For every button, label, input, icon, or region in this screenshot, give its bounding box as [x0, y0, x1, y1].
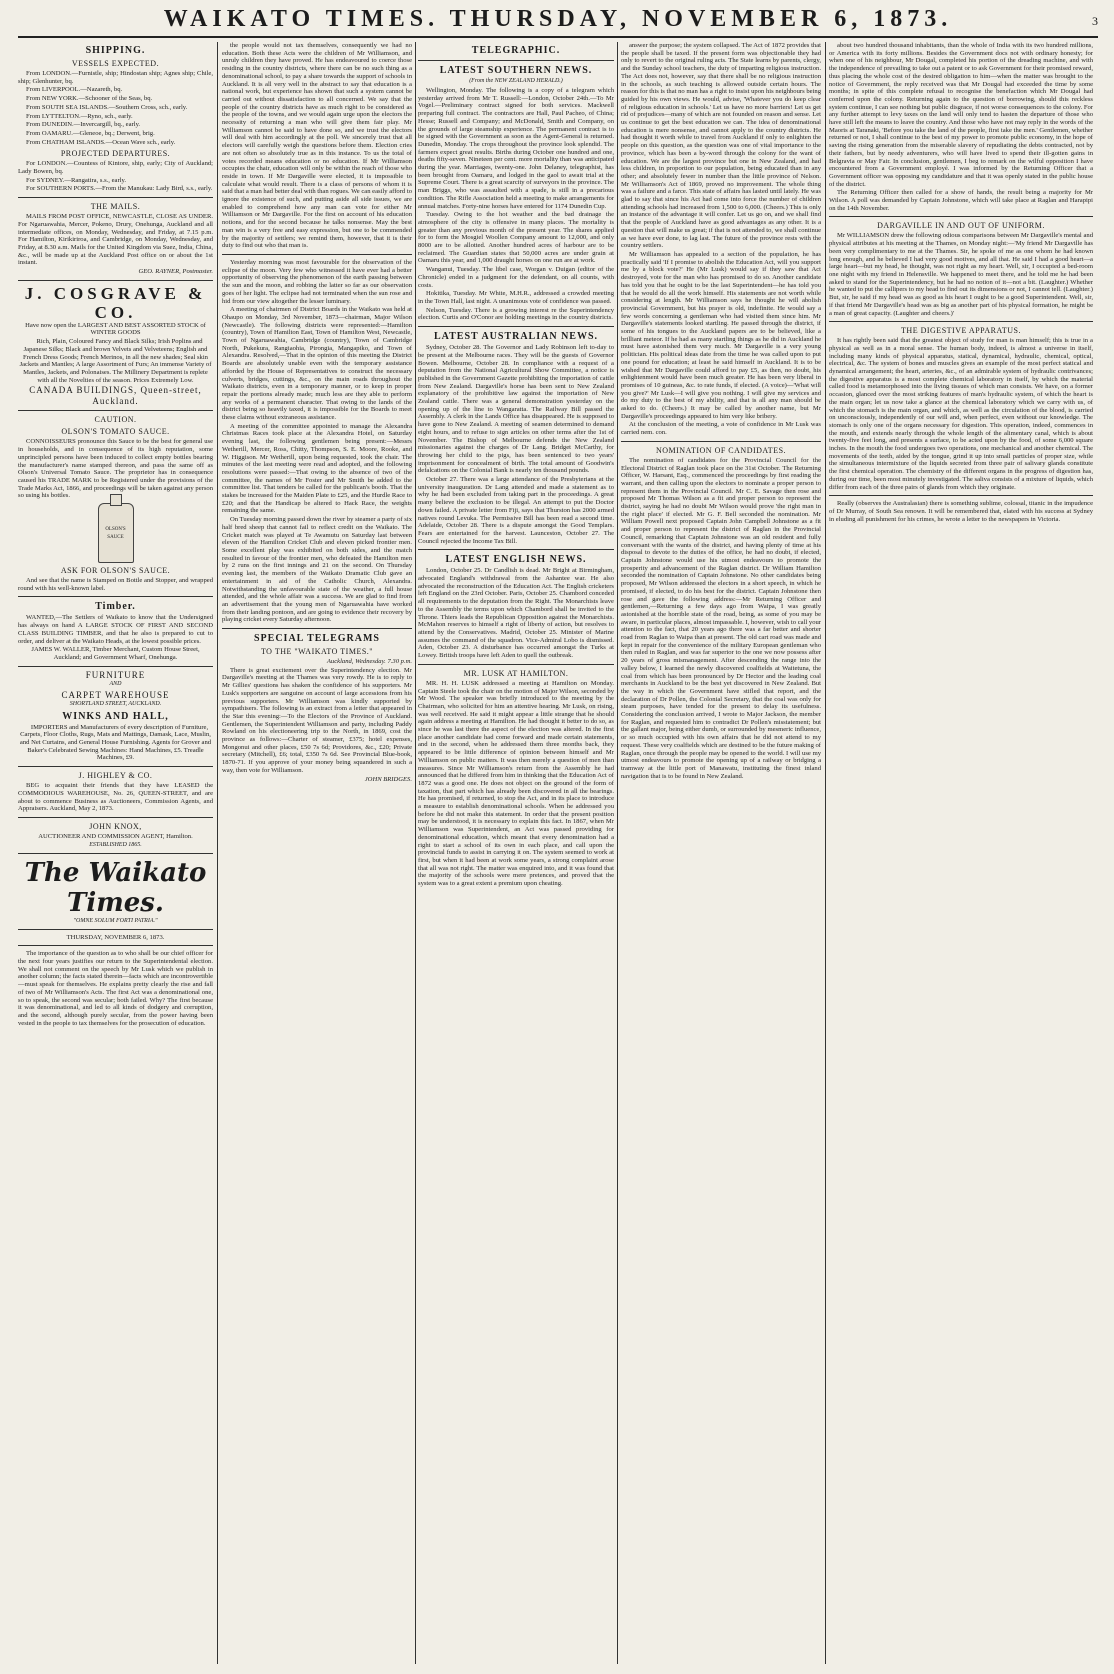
- vessel-line: From LYTTELTON.—Ryno, sch., early.: [26, 112, 133, 120]
- poll-result: The Returning Officer then called for a show of hands, the result being a majority for Mr Wilson. A poll was demanded by Captain Johnstone, which will take place at Raglan and Harapipi on the 14th November.: [829, 189, 1093, 212]
- english-news-text: London, October 25. Dr Candlish is dead. Mr Bright at Birmingham, advocated England's withdrawal from the Ashantee war. He also advocated the reconstruction of the Education Act. The English cricketers left England on the 23rd October. Paris, October 25. Chambord conceded all requirements to the deputation from the Right. The Monarchists leave to the Assembly the terms upon which Chambord shall be invited to the Throne. Thiers leads the Republican Opposition against the Monarchists. McMahon reserves to himself a right of liberty of action, but resolves to attend by the Conservatives. Madrid, October 25. Minister of Marine assumes the command of the squadron. Vice-Admiral Lobo is dismissed. Aden, October 23. A disturbance has occurred amongst the Turks at Lowey. British troops have left Aden to quell the outbreak.: [418, 567, 614, 660]
- column-2: [222, 42, 412, 1664]
- lusk-text: MR. H. H. LUSK addressed a meeting at Hamilton on Monday. Captain Steele took the chair on the motion of Major Wilson, seconded by Mr Wood. The speaker was briefly introduced to the meeting by the Chairman, who solicited for him an attentive hearing. Mr Lusk, on rising, was well received. He said it might appear a little strange that he should again address a meeting at Hamilton. He had thought it better to do so, as since he was last there the aspect of the election was altered. In the first place another candidate had come forward and made certain statements, and in the second, when he addressed them three months back, they appeared to be little difference of opinion between himself and Mr Williamson on public matters. It was then merely a question of men than measures. Since Mr Williamson's return from the Assembly he had announced that he differed from him in thinking that the Education Act of 1872 was a good one. He does not object on the ground of the form of taxation, that part which has already been discovered in all the bearings. He has promised, if returned, to stop the Act, and in its place to introduce a measure to establish denominational schools. When he addressed you before he did not make this statement. In order that the present position may be understood, it is necessary to explain this fact. In 1867, when Mr Williamson was Superintendent, an Act was passed providing for denominational education, which meant that every denomination had a right to start a school of its own in each place, and call upon the provincial funds to assist in carrying it on. The system seemed to work at first, but when it had been at work some years, a strong complaint arose that all was not right. The matter was enquired into, and it was found that the majority of the schools were mere pretences, and proved that the system was to a great extent a premium upon cheating.: [418, 679, 614, 888]
- dargaville-text: Mr WILLIAMSON drew the following odious comparisons between Mr Dargaville's mental and physical attributes at his meeting at the Thames, on Monday night:—'My friend Mr Dargaville has been very complimentary to me at the Thames. Sir, he spoke of me as one whom he had known long enough, and he believed I had very good motives, and all that. He said I had a good heart—a large heart—but my head, he thought, was not right as my heart. Well, sir, I occupied a bed-room one night with my friend in Helensville. We happened to meet there, and he told me he had been asked to stand for the Superintendency, but he had no notion of it—not a bit. (Laughter.) Whether he wanted to put the callipers to my head to find out its dimensions or not, I cannot tell. (Laughter.) But, sir, he said if my head was as good as his heart I ought to be a good Superintendent. Well, sir, if that friend Mr Dargaville's head was as big as another part of his physical formation, he might be a man of great capacity. (Laughter and cheers.)': [829, 232, 1093, 317]
- column-1: [18, 42, 213, 1664]
- masthead: [18, 6, 1098, 38]
- highley-heading: J. HIGHLEY & CO.: [78, 771, 153, 781]
- divider: [18, 596, 213, 597]
- hokitika-news: Hokitika, Tuesday. Mr White, M.H.R., addressed a crowded meeting in the Town Hall, last night. A unanimous vote of confidence was passed.: [418, 290, 614, 305]
- knox-heading: JOHN KNOX,: [89, 821, 142, 831]
- vessel-line: From CHATHAM ISLANDS.—Ocean Wave sch., early.: [26, 138, 176, 146]
- winks-text: IMPORTERS and Manufacturers of every description of Furniture, Carpets, Floor Cloths, Rugs, Mats and Mattings, Damask, Lace, Muslin, and Net Curtains, and General House Furnishing. Agents for Grover and Baker's Celebrated Sewing Machines: Hand Machines, £5. Treadle Machines, £9.: [19, 723, 212, 762]
- nelson-news: Nelson, Tuesday. There is a growing interest re the Superintendency election. Curtis and O'Conor are holding meetings in the country districts.: [418, 306, 614, 322]
- australian-news-continued: October 27. There was a large attendance of the Presbyterians at the university inauguration. Dr Lang attended and made a statement as to why he had been excluded from taking part in the proceedings. A great many believe the exclusion to be illegal. An attempt to put the Doctor down failed. A private letter from Fiji, says that Thurston has 2000 armed natives round Levuka. The Permissive Bill has been read a second time. Adelaide, October 28. There is a dispute amongst the Good Templars. Fears are entertained for the harvest. Launceston, October 27. The Council rejected the Income Tax Bill.: [418, 476, 614, 545]
- knox-text: AUCTIONEER AND COMMISSION AGENT, Hamilton.: [38, 832, 193, 840]
- departure-line: For SYDNEY.—Rangatira, s.s., early.: [26, 176, 126, 184]
- highley-text: BEG to acquaint their friends that they have LEASED the COMMODIOUS WAREHOUSE, No. 26, QUEEN-STREET, and are about to commence Business as Auctioneers, Commission Agents, and Appraisers. Auckland, May 2, 1873.: [18, 782, 213, 813]
- paper-date: THURSDAY, NOVEMBER 6, 1873.: [66, 933, 165, 941]
- eclipse-paragraph: Yesterday morning was most favourable for the observation of the eclipse of the moon. Very few who witnessed it have ever had a better opportunity of observing the phenomenon of the earth passing between the sun and the moon, and robbing the latter so far as our observation goes of her light. The eclipse had not terminated when the sun rose and hid from our view altogether the lesser luminary.: [222, 258, 412, 305]
- carpet-heading: CARPET WAREHOUSE: [61, 689, 170, 700]
- furniture-advert: [18, 666, 213, 768]
- divider: [418, 326, 614, 327]
- dargaville-heading: DARGAVILLE IN AND OUT OF UNIFORM.: [877, 221, 1045, 231]
- southern-tuesday: Tuesday. Owing to the hot weather and the bad drainage the atmosphere of the city is offensive in many places. The mortality is greater than any previous month of the present year. The shares applied for to form the Mosgiel Woollen Company amount to 12,000, and only 8000 are to be allotted. Another hundred acres of harbour are to be reclaimed. The Guardian states that 50,000 acres are under grain at Oamaru this year, and 1,000 draught horses on one run are at work.: [418, 211, 614, 265]
- column-rule: [617, 42, 618, 1664]
- divider: [829, 495, 1093, 496]
- special-telegrams-text: There is great excitement over the Superintendency election. Mr Dargaville's meeting at the Thames was very rowdy. He is to reply to Mr Gillies' questions has shaken the confidence of his supporters. Mr Lusk's supporters are sanguine on account of large accessions from his previous supporters. Mr Williamson was kindly supported by sympathisers. The following is an extract from a letter that appeared in the Star this evening:—To the Electors of the Province of Auckland. Gentlemen, the Superintendent Williamson and party, including Paddy Rowland on his electioneering trip to the North, in 1869, cost the province as follows:—Charter of steamer, £375; hotel expenses, Mongonui and other places, £50 7s 6d; Providores, &c., £20; Private secretary (Mitchell), £6; total, £350 7s 6d. See Provincial Blue-book, 1870-71. If you approve of your money being squandered in such a way, then vote for Williamson.: [222, 666, 412, 774]
- column-3: [418, 42, 614, 1664]
- timber-heading: Timber.: [95, 601, 136, 613]
- departure-line: For SOUTHERN PORTS.—From the Manukau: Lady Bird, s.s., early.: [26, 185, 213, 193]
- divider: [18, 929, 213, 930]
- caution-heading: CAUTION.: [94, 415, 137, 425]
- special-telegrams-subheading: TO THE "WAIKATO TIMES.": [260, 647, 374, 657]
- district-boards-paragraph: A meeting of chairmen of District Boards in the Waikato was held at Ohaupo on Monday, 3rd November, 1873—chairman, Major Wilson (Newcastle). The following districts were represented:—Hamilton (country), Town of Hamilton East, Town of Hamilton West, Newcastle, Town of Ngaruawahia, Cambridge (country), Town of Cambridge North, Pukekura, Rangiaohia, Pirongia, Mangapiko, and Town of Alexandra. Resolved,—That in the opinion of this meeting the District Boards are absolutely unable even with the temporary assistance afforded by the House of Representatives to construct the necessary culverts, bridges, cuttings, &c., on the main roads throughout the Waikato districts, even in a temporary manner, or to keep in proper repair the portions already made; much less are they able to perform any works of a permanent character. That owing to the lands of the district being so heavily taxed, it is impossible for the Boards to meet these claims without extraneous assistance.: [222, 306, 412, 422]
- masthead-title: WAIKATO TIMES. THURSDAY, NOVEMBER 6, 1873.: [163, 6, 953, 32]
- lusk-heading: MR. LUSK AT HAMILTON.: [463, 668, 569, 678]
- divider: [18, 853, 213, 854]
- canada-buildings: CANADA BUILDINGS, Queen-street, Auckland.: [29, 385, 202, 407]
- southern-news-heading: LATEST SOUTHERN NEWS.: [439, 65, 593, 76]
- sauce-bottle-icon: [98, 503, 134, 563]
- special-place: Auckland, Wednesday. 7.30 p.m.: [326, 658, 412, 666]
- vessel-line: From SOUTH SEA ISLANDS.—Southern Cross, sch., early.: [26, 103, 188, 111]
- english-news-heading: LATEST ENGLISH NEWS.: [445, 554, 587, 566]
- australian-news-text: Sydney, October 28. The Governor and Lady Robinson left to-day to be present at the Melbourne races. They will be the guests of Governor Bowen. Melbourne, October 28. In compliance with a request of a deputation from the National Agricultural Show Committee, a notice is published in the Government Gazette prohibiting the importation of cattle from New Zealand. Dargaville's horse has been sent to New Zealand explanatory of the prohibitive law against the importation of New Zealand cattle. There was a general demonstration yesterday on the opening up of the line to Wangaratta. The Railway Bill passed the Assembly. A clerk in the Lands Office has disappeared. He is supposed to have gone to New Zealand. A meeting of seamen determined to demand eight hours, and to refuse to sign articles on other terms after the 1st of November. The Bishop of Melbourne defends the New Zealand missionaries against the charges of Dr Lang. Bridget McCarthy, for throwing her child to the pigs, has been sentenced to two years' imprisonment for concealment of birth. The total amount of Goodwin's defalcations on the Colonial Bank is nearly ten thousand pounds.: [418, 344, 614, 475]
- leader-text: The importance of the question as to who shall be our chief officer for the next four years justifies our return to the Superintendental election. We shall not comment on the speech by Mr Lusk which we publish in another column; the facts stated therein—facts which are incontrovertible—must speak for themselves. He explains pretty clearly the rise and fall of two of Mr Williamson's Acts. The first Act was a denominational one, so to speak, the second was secular; both failed. Why? The first because it was denominational, and led to all kinds of dodgery and corruption, and the second, although purely secular, from the power having been vested in the people to tax themselves for the prosecution of education.: [18, 950, 213, 1027]
- divider: [829, 216, 1093, 217]
- races-paragraph: A meeting of the committee appointed to manage the Alexandra Christmas Races took place at the Alexandra Hotel, on Saturday evening last, the following gentlemen being present:—Messrs Wetherill, Mercer, Ross, Chitty, Thompson, S. E. Moore, Rooke, and W. Higgison. Mr Wetherill, upon being requested, took the chair. The minutes of the last meeting were read and adopted, and the following resolutions were passed:—That owing to the absence of two of the committee, the names of Mr Foster and Mr Smith be added to the committee list. That tenders be called for the publican's booth. That the stakes be increased for the Maiden Plate to £25, and the Hurdle Race to £20; and that the Handicap be altered to Hack Race, the weights remaining the same.: [222, 422, 412, 515]
- mails-heading: THE MAILS.: [90, 202, 141, 212]
- cosgrave-name: J. COSGRAVE & CO.: [24, 283, 207, 322]
- page-number: 3: [1092, 14, 1098, 28]
- divider: [222, 254, 412, 255]
- cosgrave-advert: [18, 280, 213, 412]
- southern-news-source: (From the NEW ZEALAND HERALD.): [469, 78, 563, 84]
- knox-established: ESTABLISHED 1865.: [89, 841, 142, 848]
- murray-paragraph: Really (observes the Australasian) there is something sublime, colossal, titanic in the impudence of Dr Murray, of South Sea renown. It will be remembered that, elated with his success at Sydney in eluding all punishment for his crimes, he wrote a letter to the newspapers in Victoria.: [829, 500, 1093, 523]
- departures-heading: PROJECTED DEPARTURES.: [60, 149, 171, 159]
- departure-line: For LONDON.—Countess of Kintore, ship, early; City of Auckland; Lady Bowen, bq.: [18, 160, 213, 176]
- telegraphic-heading: TELEGRAPHIC.: [471, 45, 561, 56]
- bottle-label: OLSON'S SAUCE: [105, 527, 126, 540]
- australian-news-heading: LATEST AUSTRALIAN NEWS.: [433, 331, 599, 343]
- shipping-heading: SHIPPING.: [85, 45, 146, 56]
- local-news-paragraph: On Tuesday morning passed down the river by steamer a party of six half bred sheep that cannot fail to reflect credit on the Waikato. The Cricket match was played at Te Awamutu on Saturday last between eleven of the Hamilton Cricket Club and eleven picked frontier men. Some excellent play was exhibited on both sides, and the match resulted in favour of the frontier men, who defeated the Hamilton men by 2 runs on the first innings and 21 on the second. On Thursday evening last, the members of the Waikato Dramatic Club gave an entertainment in aid of the Catholic Church, Alexandra. Notwithstanding the unfavourable state of the weather, a full house attended, and the whole affair was a success. We are glad to find from an advertisement that the young men of Ngaruawahia have worked from their landing pontoon, and are going to evidence their recovery by playing cricket every Saturday afternoon.: [222, 516, 412, 624]
- winks-heading: WINKS AND HALL,: [62, 710, 169, 722]
- special-signature: JOHN BRIDGES.: [364, 775, 412, 783]
- shortland-street: SHORTLAND STREET, AUCKLAND.: [69, 700, 162, 707]
- special-telegrams-heading: SPECIAL TELEGRAMS: [253, 633, 380, 645]
- column-rule: [217, 42, 218, 1664]
- mails-text: MAILS FROM POST OFFICE, NEWCASTLE, CLOSE AS UNDER. For Ngaruawahia, Mercer, Pokeno, Drury, Onehunga, Auckland and all intermediate offices, on Monday, Wednesday, and Friday, at 7.15 p.m. For Hamilton, Kirikiriroa, and Cambridge, on Monday, Wednesday, and Friday, at 8.30 a.m. Mails for the United Kingdom via Suez, India, China, &c., will be made up at the Auckland Post office on or about the 1st instant.: [18, 213, 213, 267]
- lusk-speech-continued: answer the purpose; the system collapsed. The Act of 1872 provides that the people shall be taxed. If the present form was objectionable they had only to revert to the original ruling acts. The State learns by parents, clergy, and the Sunday school teachers, the duty of imparting religious instruction. The Act does not, however, say that there shall be no religious instruction in the schools, as such teaching is allowed outside certain hours. The reason for this is that no man has a right to insist upon his neighbours being guided by his own views. He would, advise, 'Whatever you do keep clear of religious education in schools.' Let us have no more barriers! Let us get rid of prejudices—many of which are not founded on reason and sense. Let us continue to get the best education we can. The idea of denominational education is mere nonsense, and cannot apply to the country districts. He had thought it worth while to travel from Auckland if only to enlighten the people on this question, as the question was one of vital importance to the province, which has been a by-word through the colony for the want of education. We are the largest province but one in New Zealand, and had less children, in proportion to our population, being educated than in any other; and absolutely fewer in number than the little province of Nelson. Mr Williamson's Act of 1869, proved no improvement. The whole thing was a failure and a farce. This state of affairs has lasted until lately. He was glad to say that since his Act had come into force the number of children attending schools had increased from 1,500 to 6,000. (Cheers.) This is only an instance of the advantage it will confer. Let us go on, and we shall find that the people of Auckland have as good advantages as any other. It is a question that will make us great; if that is not attended to, we shall continue as we have ever done, to lag last. The future of the province rests with the country settlers.: [621, 42, 821, 250]
- paper-title: The Waikato Times.: [24, 857, 207, 918]
- divider: [18, 945, 213, 946]
- column-5: [829, 42, 1093, 1664]
- southern-news-text: Wellington, Monday. The following is a copy of a telegram which yesterday arrived from Mr T. Russell:—London, October 24th.—To Mr Vogel.—Preliminary contract signed for both services. Mackwell preparing full contract. The contractors are Hall, Paul Pacheo, of China; Hesse; Russell and Company; and McDonald, Smith and Company, on the grounds of large steamship experience. The permanent contract is to be signed with the Government as soon as the Agent-General is returned. Dunedin, Monday. The crops throughout the province look splendid. The farmers expect great results. Births during October one hundred and one, deaths fifty-seven. Nineteen per cent. more mortality than was anticipated during the year. Marriages, twenty-one. John Delaney, telegraphist, has been brought from Oamaru, and lodged in the gaol to await trial at the Supreme Court. There is a great scarcity of surveyors in the province. The man Briggs, who was assaulted with a spade, is still in a precarious condition. The Rifle Association held a meeting to make arrangements for annual matches. Forty-nine horses have entered for 1174 Dunedin Cup.: [418, 87, 614, 210]
- vessel-line: From LIVERPOOL.—Nazareth, bq.: [26, 86, 123, 94]
- furniture-and: AND: [109, 680, 122, 687]
- digestive-heading: THE DIGESTIVE APPARATUS.: [901, 326, 1021, 336]
- cosgrave-text: Rich, Plain, Coloured Fancy and Black Silks; Irish Poplins and Japanese Silks; Black and brown Velvets and Velveteens; English and French Dress Goods; French Merinos, in all the new shades; Seal skin Jackets and Mantles; A large Assortment of Furs; An immense Variety of Mantles, Jackets, and Polonaises. The Millinery Department is replete with all the Novelties of the season. Prices Extremely Low.: [19, 338, 212, 384]
- divider: [222, 628, 412, 629]
- olson-heading: OLSON'S TOMATO SAUCE.: [61, 427, 170, 437]
- divider: [418, 664, 614, 665]
- vessel-line: From NEW YORK.—Schooner of the Seas, bq.: [26, 95, 153, 103]
- divider: [829, 321, 1093, 322]
- timber-signature: JAMES W. WALLER, Timber Merchant, Custom House Street, Auckland; and Government Wharf, Onehunga.: [31, 646, 200, 661]
- olson-note: And see that the name is Stamped on Bottle and Stopper, and wrapped round with his well-known label.: [18, 577, 213, 592]
- divider: [621, 441, 821, 442]
- mails-signature: GEO. RAYNER, Postmaster.: [138, 268, 213, 276]
- divider: [18, 197, 213, 198]
- digestive-text: It has rightly been said that the greatest object of study for man is man himself; this is true in a physical as well as in a moral sense. The human body, indeed, is almost a universe in itself, including many kinds of physical apparatus, statical, dynamical, hydraulic, chemical, optical, electrical, &c. The system of bones and muscles gives an example of the most perfect statical and dynamical arrangement; the heart, arteries, &c., of an admirable system of hydraulic contrivances; the digestive apparatus is a most complete chemical laboratory in itself, by which the material called food is metamorphosed into the living tissues of which man consists. We have, on a former occasion, glanced over the most striking features of man's hydraulic system, of which the heart is the main organ; let us now take a glance at the chemical laboratory which we carry with us, of which the stomach is the main organ, and which, as well as the circulation of the blood, is carried on unconsciously, independently of our will and, when perfect, even without our knowledge. The stomach is only one of the organs necessary for digestion. This operation, indeed, commences in the mouth, and extends nearly through the whole length of the alimentary canal, which is about twenty-five feet long, and presents a surface, to be acted upon by the food, of some 6,000 square inches. In the mouth the food undergoes two operations, one mechanical and another chemical. The movements of the teeth, aided by the tongue, grind it up into small particles of proper size, while the simultaneous intermixture of the liquids secreted from three pair of salivary glands constitute the first chemical operation. The chemistry of the different organs in the progress of digestion has, during our time, been most minutely investigated. The saliva consists of a mixture of liquids, which differ from each of the three pairs of glands from which they originate.: [829, 337, 1093, 491]
- paper-motto: "OMNE SOLUM FORTI PATRIA.": [73, 917, 158, 924]
- vessel-line: From OAMARU.—Gleneoe, bq.; Derwent, brig.: [26, 129, 155, 137]
- olson-text: CONNOISSEURS pronounce this Sauce to be the best for general use in households, and in consequence of its high reputation, some unprincipled persons have been induced to collect empty bottles bearing the manufacturer's name stamped thereon, and pass the same off as Olson's Universal Tomato Sauce. The proprietor has in consequence caused his TRADE MARK to be Registered under the provisions of the Trade Marks Act, 1866, and proceedings will be taken against any person so using his bottles.: [18, 438, 213, 500]
- vessel-line: From LONDON.—Furnistle, ship; Hindostan ship; Agnes ship; Chile, ship; Glenhunter, bq.: [18, 70, 213, 85]
- nomination-heading: NOMINATION OF CANDIDATES.: [655, 445, 787, 455]
- nomination-text: The nomination of candidates for the Provincial Council for the Electoral District of Raglan took place on the 31st October. The Returning Officer, W. Harsant, Esq., commenced the proceedings by first reading the warrant, and then calling upon the electors to nominate a proper person to represent them in the Provincial Council. Mr C. E. Savage then rose and proposed Mr Thomas Wilson as a fit and proper person to represent the district, saying he had no doubt Mr Wilson would prove 'the right man in the right place' if elected. Mr G. F. Bell seconded the nomination. Mr William Powell next proposed Captain John Campbell Johnstone as a fit and proper person to represent the district of Raglan in the Provincial Council, remarking that Captain Johnstone was an old resident and fully conversant with the wants of the district, and having plenty of time at his disposal to devote to the duties of the office, he had no doubt, if elected, Captain Johnstone would use his utmost endeavours to promote the prosperity and advancement of the Raglan district. Dr William Hamilton seconded the nomination of Captain Johnstone. No other candidates being proposed, Mr Wilson addressed the electors in a short speech, in which he promised, if elected, to do his best for the district. Captain Johnstone then rose and gave the following address:—Mr Returning Officer and gentlemen,—Returning a few days ago from Waipa, I was greatly astonished at the horrible state of the road, being, as some of you may be aware, in particular places, almost impassable. I, however, wish to call your attention to the fact, that 20 years ago there was a far better and shorter road from Raglan to Waipa than at present. The old cart road was made and kept in repair for the convenience of the military European gentleman who then ruled in Raglan, and was far superior to the one we now possess after 20 years of gross mismanagement. After descending the range into the valley below, I learned the newly discovered coalfields at Waitetuna, the coal from which has been pronounced by Dr Hector and the leading coal merchants in Auckland to be the best yet discovered in New Zealand. But the way in which the Government have stifled that report, and the declaration of Dr Pollen, the Colonial Secretary, that the coal was only for steam purposes, have tended for the present to delay its usefulness. Considering the conclusion arrived, I wrote to Major Jackson, the member for Raglan, and requested him to contradict Dr Pollen's misstatement; but the gallant major, being either dumb, or surrounded by mesmeric influence, or so much occupied with his own affairs that he did not attend to my request. These very coalfields which are destined to be the future making of Raglan, once through the people may be opened to the world. I will use my utmost endeavours to promote the opening up of a railway or bridging a tramway at the little port of Manawatu, instituting the finest inland navigation that is to be found in New Zealand.: [621, 456, 821, 780]
- vessel-line: From DUNEDIN.—Invercargill, bq., early.: [26, 121, 141, 129]
- wanganui-news: Wanganui, Tuesday. The libel case, Worgan v. Duigan (editor of the Chronicle) ended in a judgment for the defendant, on all counts, with costs.: [418, 266, 614, 289]
- divider: [18, 817, 213, 818]
- column-4: [621, 42, 821, 1664]
- divider: [418, 549, 614, 550]
- olson-ask: ASK FOR OLSON'S SAUCE.: [60, 566, 171, 576]
- column-rule: [415, 42, 416, 1664]
- divider: [418, 60, 614, 61]
- vessels-heading: VESSELS EXPECTED.: [71, 59, 160, 68]
- timber-text: WANTED,—The Settlers of Waikato to know that the Undersigned has always on hand A LARGE STOCK OF FIRST AND SECOND CLASS BUILDING TIMBER, and that he also is prepared to cut to order, and deliver at the Waikato Heads, at the lowest possible prices.: [18, 614, 213, 645]
- leader-continued: the people would not tax themselves, consequently we had no education. Both these Acts were the children of Mr Williamson, and unruly children they have proved. He has endeavoured to coerce those residing in the country districts, where there can be no such thing as a denominational school, to pay a share towards the support of schools in Auckland. It is all very well in the abstract to say that education is a national work, but experience has shown that such a system cannot be carried out without dissatisfaction to all concerned. We say that the people of the country districts have as much right to be considered as the people of the towns, and we would again urge upon the electors the necessity of returning a man who will give them fair play. Mr Williamson cannot be said to have done so, and we trust the electors will deal with him accordingly at the poll. We sincerely trust that all electors will carefully weigh the questions before them. Election cries are not often so absolutely true as in this instance. To us the total of votes recorded means education or no education. If Mr Williamson occupies the chair, education will only be within the reach of those who reside in town. If Mr Dargaville were elected, it is impossible to calculate what would result. There is a class of persons of whom it is said that a man had better deal with than rogues. We can easily afford to ignore the existence of such, and putting aside all side issues, we are enabled to comprehend how any man can vote for either Mr Williamson or Mr Dargaville. For the first on account of his education notions, and for the second because he talks nonsense. May the best man win is a very free and easy expression, but one to be commended by the majority of settlers; we remind them, however, that it is their duty to find out who that man is.: [222, 42, 412, 250]
- johnstone-speech-continued: about two hundred thousand inhabitants, than the whole of India with its two hundred millions, or America with its forty millions. Besides the Government docs not with ordinary honesty; for when one of his neighbour, Mr Dougal, completed his portion of the dreading machine, and with the independence of prevailing to take out a patent or to ask Government for their promised reward, thus placing the whole cost of the desired obligation to him—when the matter was brought to the notice of Government, the reply received was that Mr Dougal had exceeded the time by some months; in spite of this complete refusal to recognise the benefaction which Mr Dougal had conferred upon the colony. Returning again to the question of borrowing, should this reckless system continue, I can see nothing but public disgrace, if not worse consequences to the colony. For any further attempt to levy taxes on the land will only tend to hasten the departure of those who have still left the means to leave the country. And those who have not may reply in the words of the Maoris at Taranaki, 'Before you take the land of the people, first take the men.' Gentlemen, whether returned or not, I shall continue to the best of my power to promote public economy, in the hope of saving the rising generation from the miserable slavery of repudiating the debts contracted, not by their fathers, but by needy adventurers, who will have lived to spend their ill-gotten gains in Belgravia or May Fair. In conclusion, gentlemen, I beg to remark on the wilful opposition I have encountered from a Government employé. I was informed by the Returning Officer that a Government officer was opposing my candidature and that it was openly stated in the public house of the district.: [829, 42, 1093, 188]
- lusk-speech-part2: Mr Williamson has appealed to a section of the population, he has practically said 'If I promise to abolish the Education Act, will you support me by a block vote?' He (Mr Lusk) would say if they saw that Act destroyed, vote for the man who has promised to do so. Another candidate has told you that he ought to be the last Superintendent—he has told you that he would do all the work himself. His statements are not worth while considering at length. Mr Williamson says he thought he will abolish provincial Government, but his prayer is old, indefinite. He would say a few words concerning a gentleman who had visited them since him. Mr Dargaville's statements looked startling. He passed through the district, if some of his tongues to the Auckland papers are to be believed, like a brilliant meteor. If he had as many startling things as he did in Auckland he must have astonished them very much. Mr Dargaville is a very young politician. His political ideas date from the time he was called upon to put one pound for education; at least he said himself in Auckland. It is to be wished that Mr Dargaville could afford to pay £5, as then, no doubt, his enlightenment would have been much greater. He has been very liberal in promises of 10 guineas, &c. to rate funds, if elected. (A voice)—'What will you give?' Mr Lusk—I will give you nothing. I will give my services and do my duty to the best of my ability, and that is all any man should be asked to do. (Cheers.) It may be called by another name, but Mr Dargaville's proceedings appeared to him very like bribery.: [621, 250, 821, 420]
- lusk-conclusion: At the conclusion of the meeting, a vote of confidence in Mr Lusk was carried nem. con.: [621, 421, 821, 437]
- column-rule: [825, 42, 826, 1664]
- furniture-heading: FURNITURE: [85, 669, 146, 680]
- cosgrave-subtitle: Have now open the LARGEST AND BEST ASSORTED STOCK of WINTER GOODS: [25, 321, 206, 337]
